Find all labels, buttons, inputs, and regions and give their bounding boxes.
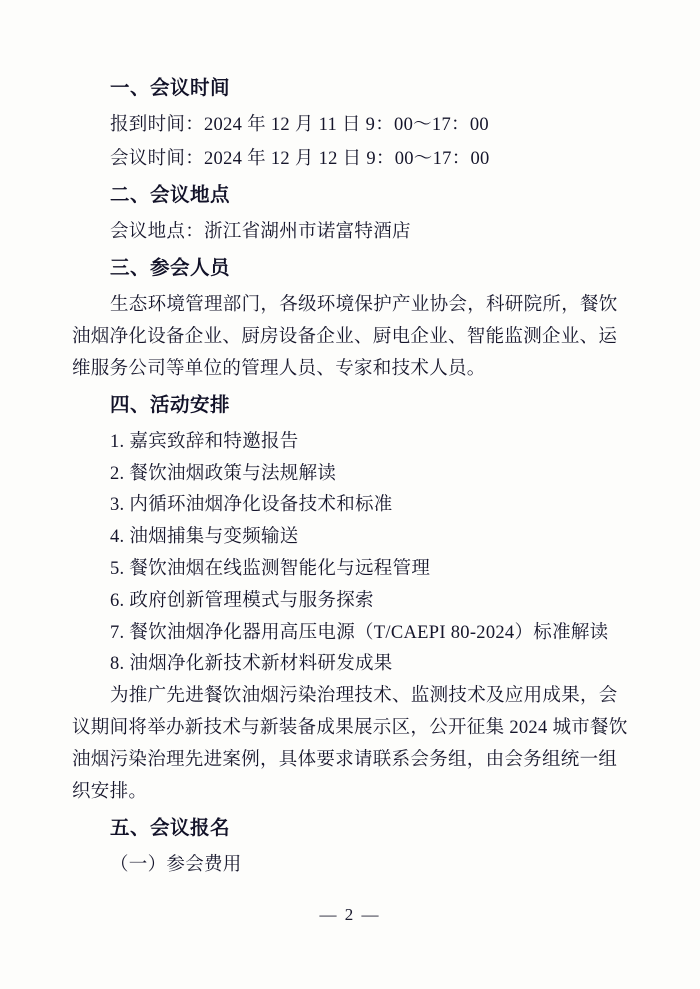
agenda-item: 7. 餐饮油烟净化器用高压电源（T/CAEPI 80-2024）标准解读 <box>110 622 609 643</box>
section-heading-participants: 三、参会人员 <box>110 257 231 279</box>
section-heading-agenda: 四、活动安排 <box>110 394 231 416</box>
agenda-item: 4. 油烟捕集与变频输送 <box>110 527 299 548</box>
meeting-venue-line: 会议地点：浙江省湖州市诺富特酒店 <box>110 222 411 243</box>
participants-paragraph: 生态环境管理部门，各级环境保护产业协会，科研院所，餐饮油烟净化设备企业、厨房设备企业、厨电企业、智能监测企业、运维服务公司等单位的管理人员、专家和技术人员。 <box>72 295 618 379</box>
section-heading-meeting-venue: 二、会议地点 <box>110 184 231 206</box>
meeting-registration-time: 报到时间：2024 年 12 月 11 日 9：00～17：00 <box>110 115 489 136</box>
agenda-paragraph: 为推广先进餐饮油烟污染治理技术、监测技术及应用成果，会议期间将举办新技术与新装备成果展示区，公开征集 2024 城市餐饮油烟污染治理先进案例，具体要求请联系会务组，由会务组统一组织安排。 <box>72 686 628 802</box>
agenda-item: 6. 政府创新管理模式与服务探索 <box>110 590 374 611</box>
agenda-item: 5. 餐饮油烟在线监测智能化与远程管理 <box>110 559 431 579</box>
meeting-time: 会议时间：2024 年 12 月 12 日 9：00～17：00 <box>110 149 490 170</box>
document-body <box>72 74 628 884</box>
section-heading-meeting-time: 一、会议时间 <box>110 78 231 99</box>
page-number-footer: — 2 — <box>319 905 381 924</box>
agenda-item: 2. 餐饮油烟政策与法规解读 <box>110 463 337 484</box>
agenda-item: 3. 内循环油烟净化设备技术和标准 <box>110 495 393 516</box>
agenda-item: 8. 油烟净化新技术新材料研发成果 <box>110 654 393 675</box>
section-heading-registration: 五、会议报名 <box>110 817 231 839</box>
agenda-item: 1. 嘉宾致辞和特邀报告 <box>110 431 299 452</box>
registration-fee-subheading: （一）参会费用 <box>110 854 242 875</box>
